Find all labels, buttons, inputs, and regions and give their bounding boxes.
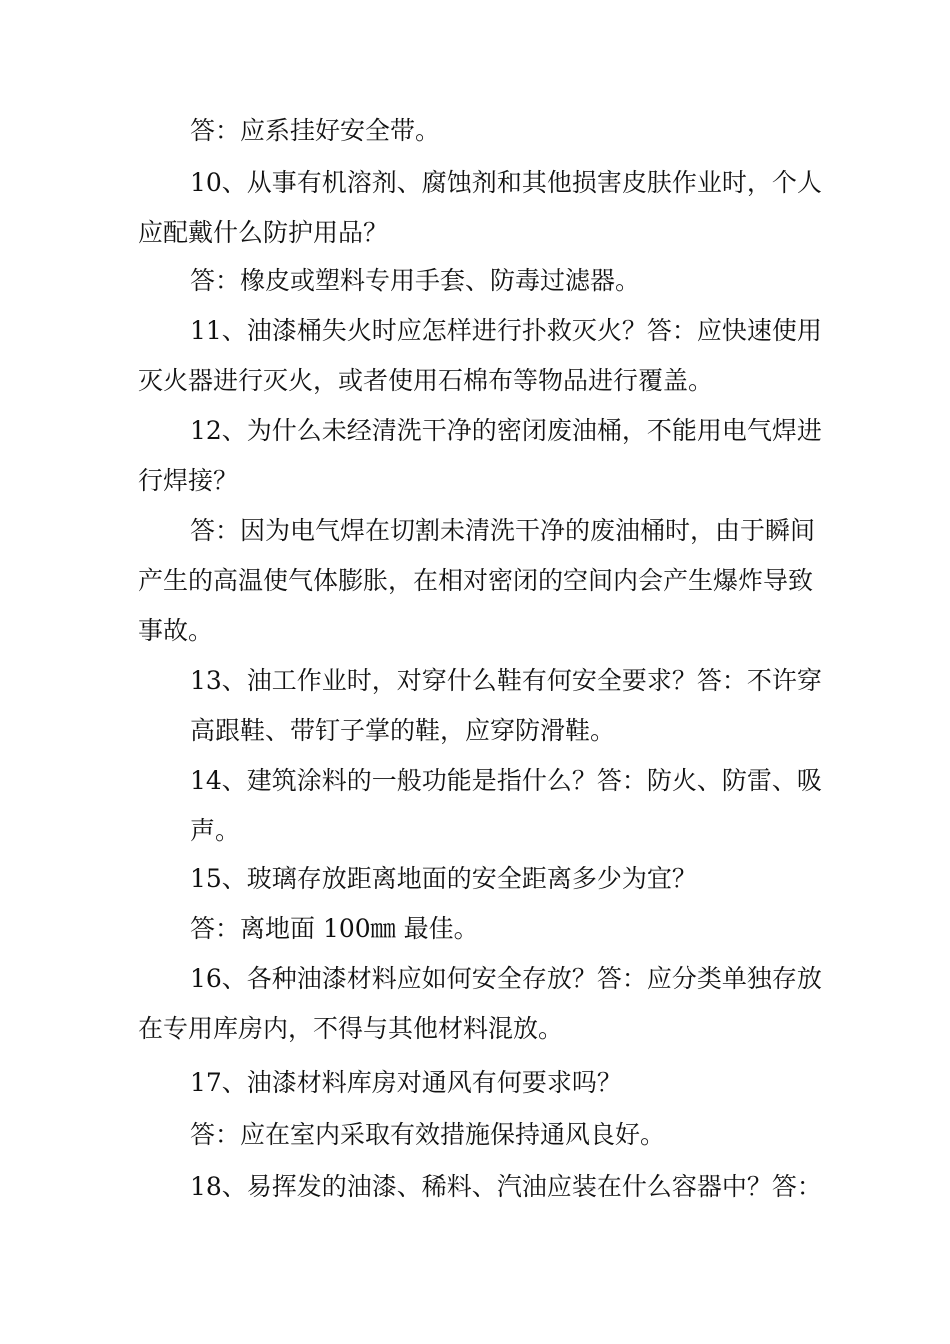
answer-9: 答：应系挂好安全带。: [190, 116, 441, 145]
question-11-cont: 灭火器进行灭火，或者使用石棉布等物品进行覆盖。: [138, 366, 714, 395]
question-12-cont: 行焊接？: [138, 466, 239, 495]
question-11: 11、油漆桶失火时应怎样进行扑救灭火？答：应快速使用: [190, 316, 822, 345]
question-10-cont: 应配戴什么防护用品？: [138, 218, 389, 247]
question-13-cont: 高跟鞋、带钉子掌的鞋，应穿防滑鞋。: [190, 716, 616, 745]
answer-12-cont: 产生的高温使气体膨胀，在相对密闭的空间内会产生爆炸导致: [138, 566, 814, 595]
question-14-cont: 声。: [190, 816, 241, 845]
question-15: 15、玻璃存放距离地面的安全距离多少为宜？: [190, 864, 697, 893]
answer-12-cont-2: 事故。: [138, 616, 214, 645]
answer-15: 答：离地面 100㎜ 最佳。: [190, 914, 479, 943]
answer-10: 答：橡皮或塑料专用手套、防毒过滤器。: [190, 266, 641, 295]
question-10: 10、从事有机溶剂、腐蚀剂和其他损害皮肤作业时，个人: [190, 168, 822, 197]
answer-17: 答：应在室内采取有效措施保持通风良好。: [190, 1120, 666, 1149]
question-13: 13、油工作业时，对穿什么鞋有何安全要求？答：不许穿: [190, 666, 822, 695]
question-16: 16、各种油漆材料应如何安全存放？答：应分类单独存放: [190, 964, 822, 993]
question-16-cont: 在专用库房内，不得与其他材料混放。: [138, 1014, 564, 1043]
question-14: 14、建筑涂料的一般功能是指什么？答：防火、防雷、吸: [190, 766, 822, 795]
question-17: 17、油漆材料库房对通风有何要求吗？: [190, 1068, 622, 1097]
answer-12: 答：因为电气焊在切割未清洗干净的废油桶时，由于瞬间: [190, 516, 816, 545]
question-12: 12、为什么未经清洗干净的密闭废油桶，不能用电气焊进: [190, 416, 822, 445]
question-18: 18、易挥发的油漆、稀料、汽油应装在什么容器中？答：: [190, 1172, 822, 1201]
